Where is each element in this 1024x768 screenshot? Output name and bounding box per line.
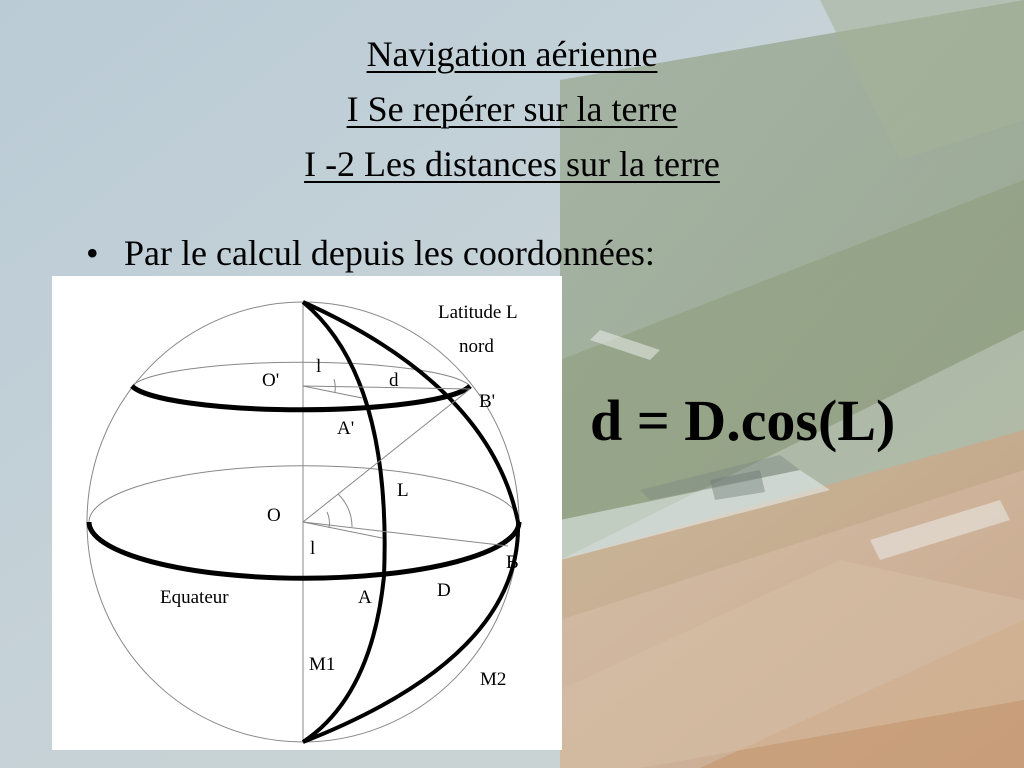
angle-l-top-label: l: [316, 356, 322, 377]
meridian-m2-label: M2: [480, 669, 507, 690]
title-line-2-text: I Se repérer sur la terre: [346, 89, 678, 129]
title-line-2: [0, 89, 1024, 129]
point-b-prime-label: B': [479, 391, 496, 412]
angle-arc-latitude: [338, 494, 352, 527]
equator-front: [89, 522, 519, 578]
equator-label: Equateur: [160, 587, 229, 608]
equator-back: [89, 466, 519, 522]
latitude-label-line2: nord: [459, 336, 494, 357]
angle-l-bottom-label: l: [310, 538, 316, 559]
radius-o-to-b: [303, 522, 508, 546]
bullet-text: Par le calcul depuis les coordonnées:: [124, 233, 655, 273]
center-o-label: O: [267, 505, 281, 526]
distance-d-big-label: D: [437, 580, 451, 601]
point-b-label: B: [506, 552, 519, 573]
bullet-point-icon: •: [86, 233, 99, 273]
point-a-prime-label: A': [337, 418, 355, 439]
angle-latitude-label: L: [397, 480, 409, 501]
bullet-item: [86, 232, 655, 274]
meridian-m1-label: M1: [309, 654, 336, 675]
parallel-front: [132, 386, 470, 410]
angle-arc-longitude-bottom: [327, 512, 329, 528]
latitude-label-line1: Latitude L: [438, 302, 518, 323]
angle-arc-longitude-top: [334, 379, 335, 392]
point-o-prime-label: O': [262, 370, 280, 391]
distance-d-small-label: d: [389, 370, 399, 391]
title-line-1-text: Navigation aérienne: [366, 34, 658, 74]
radius-o-prime-to-a-prime: [303, 386, 362, 398]
sphere-diagram: [52, 276, 562, 750]
point-a-label: A: [358, 587, 372, 608]
formula-distance: d = D.cos(L): [590, 388, 896, 453]
title-line-3-text: I -2 Les distances sur la terre: [304, 144, 720, 184]
title-line-3: [0, 144, 1024, 184]
title-line-1: [0, 34, 1024, 74]
radius-o-prime-to-b-prime: [303, 386, 470, 389]
parallel-back: [132, 362, 470, 386]
